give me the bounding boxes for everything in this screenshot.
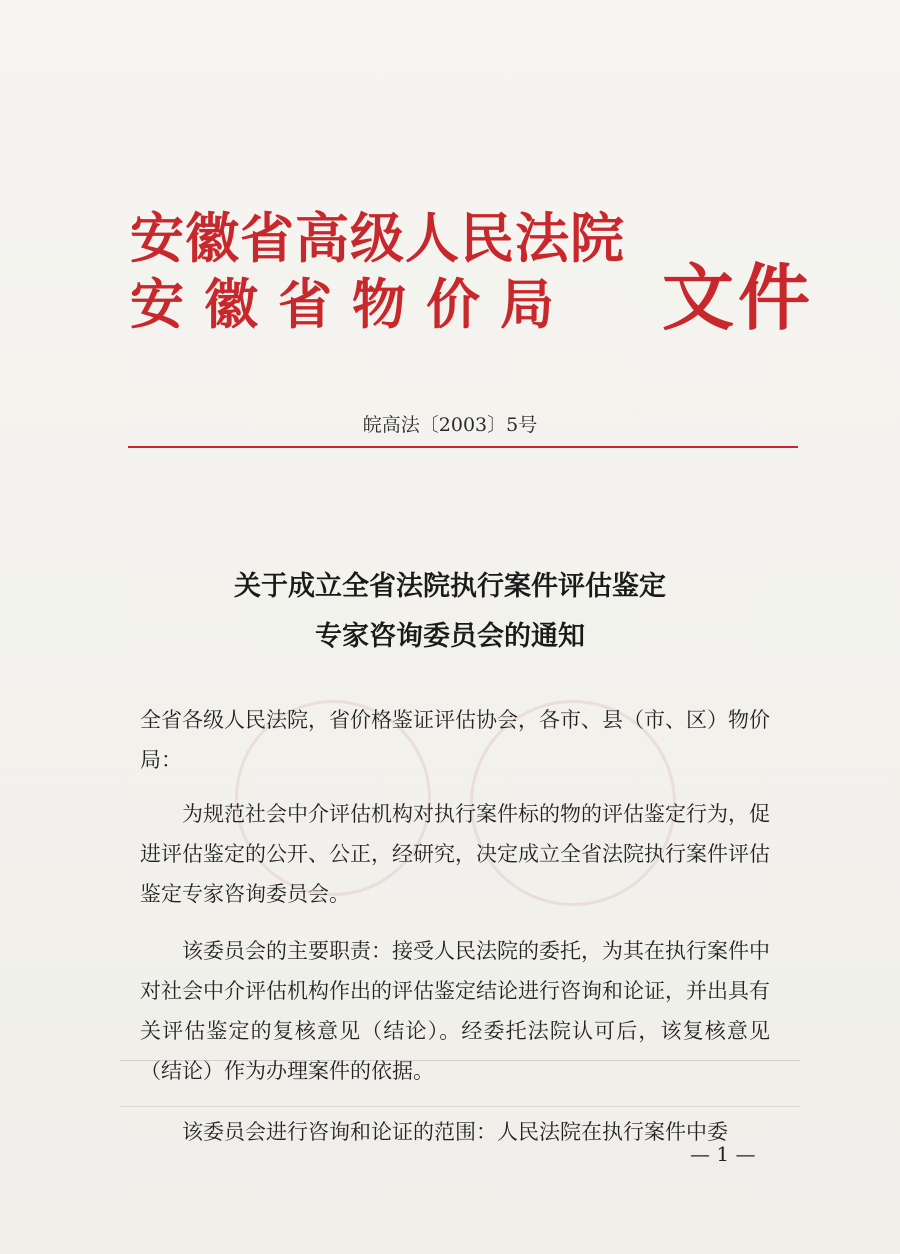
body-paragraph: 该委员会进行咨询和论证的范围：人民法院在执行案件中委 xyxy=(182,1120,728,1144)
issuer-court: 安徽省高级人民法院 xyxy=(130,206,625,270)
notice-body xyxy=(140,700,770,1108)
document-label: 文件 xyxy=(662,255,815,340)
body-paragraph: 为规范社会中介评估机构对执行案件标的物的评估鉴定行为，促进评估鉴定的公开、公正，经研究，决定成立全省法院执行案件评估鉴定专家咨询委员会。 xyxy=(140,802,770,906)
reverse-rule-line xyxy=(120,1106,800,1107)
title-line-1: 关于成立全省法院执行案件评估鉴定 xyxy=(234,571,666,602)
red-divider-line xyxy=(128,446,798,448)
issuing-authorities xyxy=(130,205,625,337)
issuer-price-bureau: 安徽省物价局 xyxy=(130,272,574,336)
title-line-2: 专家咨询委员会的通知 xyxy=(315,621,585,652)
notice-title xyxy=(0,562,900,662)
document-number: 皖高法〔2003〕5号 xyxy=(362,414,538,436)
notice-body-continued xyxy=(140,1112,770,1169)
page-number: — 1 — xyxy=(690,1142,756,1166)
salutation: 全省各级人民法院，省价格鉴证评估协会，各市、县（市、区）物价局： xyxy=(140,708,770,772)
body-paragraph: 该委员会的主要职责：接受人民法院的委托，为其在执行案件中对社会中介评估机构作出的评估鉴定结论进行咨询和论证，并出具有关评估鉴定的复核意见（结论）。经委托法院认可后，该复核意见（结论）作为办理案件的依据。 xyxy=(140,939,770,1083)
